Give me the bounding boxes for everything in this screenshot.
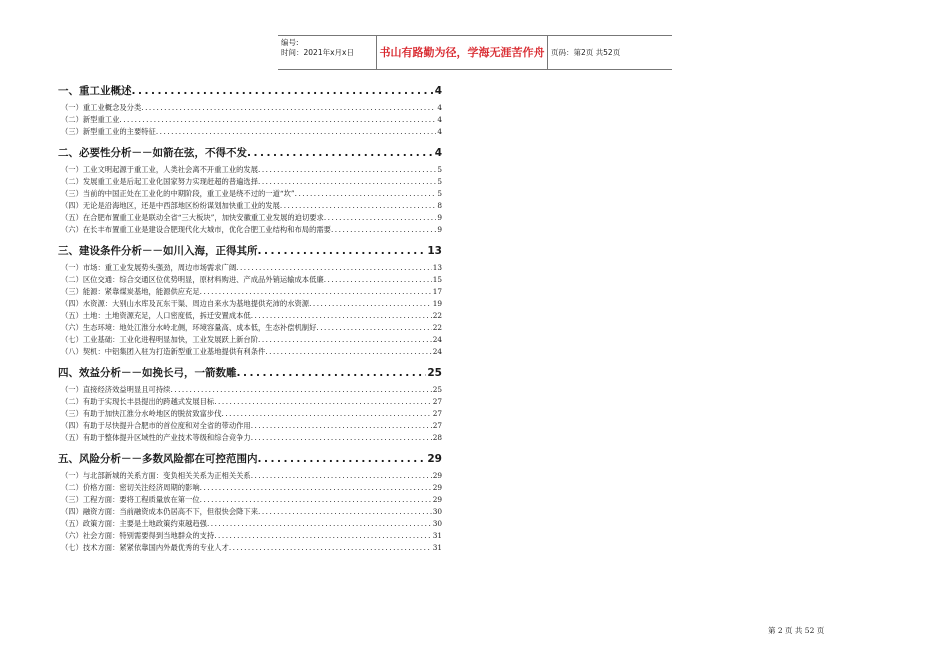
toc-item-entry[interactable] — [58, 506, 442, 518]
toc-leader-dots — [251, 420, 432, 432]
toc-leader-dots — [222, 408, 432, 420]
toc-leader-dots — [200, 494, 432, 506]
toc-item-entry[interactable] — [58, 432, 442, 444]
toc-leader-dots — [214, 396, 431, 408]
toc-item-entry[interactable] — [58, 212, 442, 224]
toc-leader-dots — [200, 482, 432, 494]
toc-item-page: 31 — [432, 543, 442, 552]
header-motto: 书山有路勤为径，学海无涯苦作舟 — [376, 36, 548, 69]
toc-item-title: （二）价格方面：密切关注经济周期的影响 — [61, 483, 200, 492]
toc-item-entry[interactable] — [58, 102, 442, 114]
toc-item-title: （三）当前的中国正处在工业化的中期阶段，重工业是绕不过的一道“坎” — [61, 189, 295, 198]
toc-item-page: 13 — [432, 263, 442, 272]
document-number-label: 编号: — [281, 38, 299, 47]
toc-item-entry[interactable] — [58, 530, 442, 542]
toc-item-page: 5 — [437, 189, 442, 198]
toc-item-title: （二）新型重工业 — [61, 115, 120, 124]
toc-item-entry[interactable] — [58, 420, 442, 432]
toc-section-title: 二、必要性分析－－如箭在弦，不得不发 — [58, 147, 247, 159]
toc-section-title: 三、建设条件分析－－如川入海，正得其所 — [58, 245, 258, 257]
toc-leader-dots — [324, 212, 436, 224]
toc-item-page: 27 — [432, 409, 442, 418]
toc-item-entry[interactable] — [58, 274, 442, 286]
toc-item-entry[interactable] — [58, 408, 442, 420]
toc-leader-dots — [295, 188, 437, 200]
toc-item-page: 29 — [432, 471, 442, 480]
toc-section-title: 五、风险分析－－多数风险都在可控范围内 — [58, 453, 258, 465]
toc-leader-dots — [331, 224, 436, 236]
toc-item-title: （一）直接经济效益明显且可持续 — [61, 385, 171, 394]
toc-item-title: （六）社会方面：特别需要得到当地群众的支持 — [61, 531, 215, 540]
toc-item-entry[interactable] — [58, 176, 442, 188]
toc-section-page: 29 — [427, 453, 442, 465]
toc-leader-dots — [251, 310, 432, 322]
toc-section-page: 13 — [427, 245, 442, 257]
toc-item-title: （二）有助于实现长丰县提出的跨越式发展目标 — [61, 397, 215, 406]
toc-item-entry[interactable] — [58, 262, 442, 274]
toc-item-page: 22 — [432, 311, 442, 320]
toc-leader-dots — [258, 334, 432, 346]
header-meta — [278, 36, 376, 69]
toc-item-page: 25 — [432, 385, 442, 394]
toc-item-entry[interactable] — [58, 346, 442, 358]
toc-item-page: 17 — [432, 287, 442, 296]
toc-item-title: （四）水资源：大别山水库及瓦东干渠、周边自来水为基地提供充沛的水资源 — [61, 299, 310, 308]
toc-leader-dots — [251, 470, 432, 482]
toc-item-entry[interactable] — [58, 126, 442, 138]
toc-leader-dots — [156, 126, 436, 138]
toc-leader-dots — [258, 244, 427, 259]
toc-item-entry[interactable] — [58, 164, 442, 176]
toc-leader-dots — [324, 274, 432, 286]
toc-leader-dots — [237, 366, 427, 381]
toc-item-title: （五）土地：土地资源充足，人口密度低，拆迁安置成本低 — [61, 311, 251, 320]
toc-item-page: 8 — [437, 201, 442, 210]
toc-item-page: 5 — [437, 177, 442, 186]
toc-item-entry[interactable] — [58, 518, 442, 530]
toc-section-entry[interactable] — [58, 244, 442, 259]
toc-item-title: （四）有助于尽快提升合肥市的首位度和对全省的带动作用 — [61, 421, 251, 430]
toc-leader-dots — [247, 146, 434, 161]
toc-item-entry[interactable] — [58, 494, 442, 506]
toc-leader-dots — [251, 432, 432, 444]
toc-leader-dots — [229, 542, 432, 554]
toc-section-page: 25 — [427, 367, 442, 379]
toc-leader-dots — [309, 298, 432, 310]
toc-section-entry[interactable] — [58, 84, 442, 99]
toc-item-title: （五）政策方面：主要是土地政策约束越趋强 — [61, 519, 207, 528]
toc-item-entry[interactable] — [58, 224, 442, 236]
toc-section-entry[interactable] — [58, 146, 442, 161]
toc-item-entry[interactable] — [58, 310, 442, 322]
toc-leader-dots — [258, 164, 436, 176]
toc-item-entry[interactable] — [58, 384, 442, 396]
toc-item-page: 29 — [432, 495, 442, 504]
toc-leader-dots — [141, 102, 436, 114]
toc-item-page: 22 — [432, 323, 442, 332]
toc-item-page: 19 — [432, 299, 442, 308]
toc-leader-dots — [316, 322, 431, 334]
toc-item-entry[interactable] — [58, 286, 442, 298]
toc-section-entry[interactable] — [58, 366, 442, 381]
toc-item-title: （一）重工业概念及分类 — [61, 103, 142, 112]
toc-item-page: 30 — [432, 519, 442, 528]
toc-section-page: 4 — [434, 85, 442, 97]
toc-item-title: （五）在合肥布置重工业是联动全省“三大板块”，加快安徽重工业发展的迫切要求 — [61, 213, 324, 222]
page-footer: 第 2 页 共 52 页 — [768, 626, 825, 635]
toc-item-title: （六）生态环境：地处江淮分水岭北侧，环境容量高、成本低，生态补偿机制好 — [61, 323, 317, 332]
toc-item-title: （三）有助于加快江淮分水岭地区的脱贫致富步伐 — [61, 409, 222, 418]
toc-item-entry[interactable] — [58, 396, 442, 408]
toc-item-page: 9 — [437, 225, 442, 234]
toc-item-entry[interactable] — [58, 298, 442, 310]
toc-item-title: （三）能源：紧靠煤炭基地，能源供应充足 — [61, 287, 200, 296]
toc-item-entry[interactable] — [58, 114, 442, 126]
toc-item-title: （五）有助于整体提升区域性的产业技术等级和综合竞争力 — [61, 433, 251, 442]
toc-leader-dots — [207, 518, 432, 530]
toc-item-title: （三）工程方面：要将工程质量放在第一位 — [61, 495, 200, 504]
toc-item-entry[interactable] — [58, 188, 442, 200]
toc-item-title: （三）新型重工业的主要特征 — [61, 127, 156, 136]
toc-item-entry[interactable] — [58, 470, 442, 482]
toc-item-title: （二）区位交通：综合交通区位优势明显，原材料购进、产成品外销运输成本低廉 — [61, 275, 324, 284]
toc-item-page: 28 — [432, 433, 442, 442]
toc-item-title: （一）与北部新城的关系方面：变负相关关系为正相关关系 — [61, 471, 251, 480]
table-of-contents — [58, 82, 442, 554]
toc-item-page: 4 — [437, 127, 442, 136]
toc-item-title: （二）发展重工业是后起工业化国家努力实现赶超的普遍选择 — [61, 177, 259, 186]
toc-item-page: 29 — [432, 483, 442, 492]
toc-leader-dots — [214, 530, 431, 542]
toc-leader-dots — [258, 452, 427, 467]
toc-item-entry[interactable] — [58, 200, 442, 212]
toc-section-title: 一、重工业概述 — [58, 85, 132, 97]
toc-leader-dots — [200, 286, 432, 298]
toc-leader-dots — [119, 114, 436, 126]
document-date: 时间：2021年x月x日 — [281, 48, 354, 57]
toc-item-page: 24 — [432, 347, 442, 356]
toc-leader-dots — [258, 176, 436, 188]
toc-leader-dots — [170, 384, 431, 396]
toc-item-title: （七）技术方面：紧紧依靠国内外最优秀的专业人才 — [61, 543, 229, 552]
toc-item-page: 31 — [432, 531, 442, 540]
page-header — [278, 35, 672, 70]
toc-item-title: （一）市场：重工业发展势头强劲，周边市场需求广阔 — [61, 263, 237, 272]
toc-item-page: 30 — [432, 507, 442, 516]
toc-item-page: 27 — [432, 397, 442, 406]
toc-item-title: （四）无论是沿海地区，还是中西部地区纷纷谋划加快重工业的发展 — [61, 201, 280, 210]
toc-item-title: （八）契机：中铝集团入驻为打造新型重工业基地提供有利条件 — [61, 347, 266, 356]
toc-item-entry[interactable] — [58, 334, 442, 346]
toc-item-entry[interactable] — [58, 322, 442, 334]
toc-leader-dots — [236, 262, 432, 274]
toc-item-page: 9 — [437, 213, 442, 222]
header-page-info: 页码：第2页 共52页 — [551, 48, 621, 57]
toc-item-page: 24 — [432, 335, 442, 344]
toc-item-entry[interactable] — [58, 482, 442, 494]
toc-leader-dots — [258, 506, 432, 518]
toc-item-title: （六）在长丰布置重工业是建设合肥现代化大城市，优化合肥工业结构和布局的需要 — [61, 225, 331, 234]
toc-section-entry[interactable] — [58, 452, 442, 467]
toc-item-page: 4 — [437, 103, 442, 112]
toc-item-entry[interactable] — [58, 542, 442, 554]
toc-leader-dots — [265, 346, 431, 358]
toc-item-title: （七）工业基础：工业化进程明显加快，工业发展跃上新台阶 — [61, 335, 259, 344]
toc-item-page: 27 — [432, 421, 442, 430]
toc-item-title: （一）工业文明起源于重工业，人类社会离不开重工业的发展 — [61, 165, 259, 174]
toc-item-page: 4 — [437, 115, 442, 124]
toc-section-page: 4 — [434, 147, 442, 159]
toc-item-title: （四）融资方面：当前融资成本仍居高不下，但很快会降下来 — [61, 507, 259, 516]
toc-leader-dots — [132, 84, 434, 99]
toc-item-page: 15 — [432, 275, 442, 284]
toc-item-page: 5 — [437, 165, 442, 174]
toc-section-title: 四、效益分析－－如挽长弓，一箭数雕 — [58, 367, 237, 379]
toc-leader-dots — [280, 200, 436, 212]
